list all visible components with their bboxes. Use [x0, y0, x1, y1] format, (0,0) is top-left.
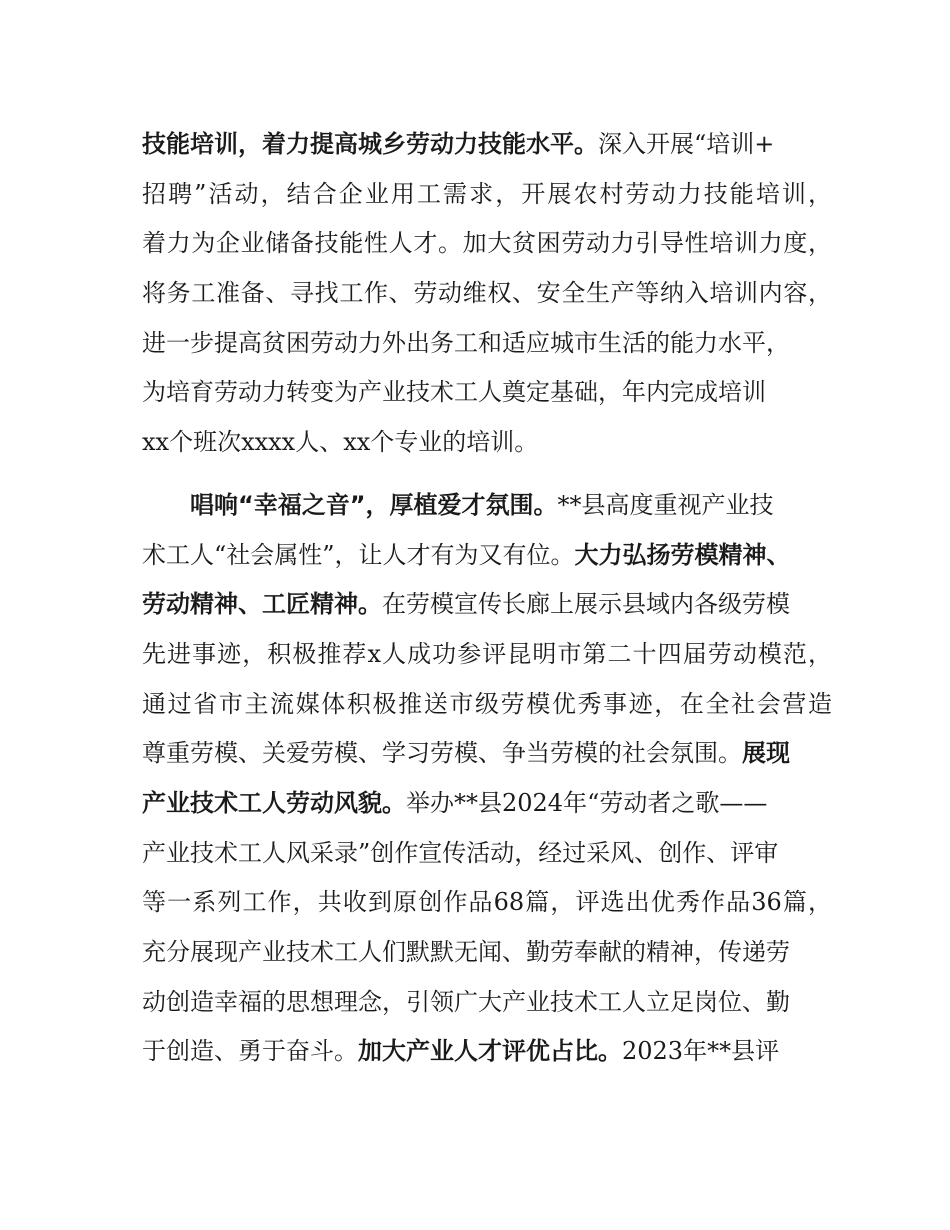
bold-heading-skills: 技能培训，着力提高城乡劳动力技能水平。 — [142, 130, 598, 158]
bold-heading-awards: 加大产业人才评优占比。 — [358, 1037, 622, 1065]
line-text: 深入开展“培训+ — [598, 130, 775, 158]
text-line: 招聘”活动，结合企业用工需求，开展农村劳动力技能培训， — [142, 180, 832, 208]
line-text: 2023年**县评 — [622, 1037, 780, 1065]
bold-heading-happiness: 唱响“幸福之音”，厚植爱才氛围。 — [190, 491, 558, 519]
text-line — [142, 124, 774, 164]
text-line: 将务工准备、寻找工作、劳动维权、安全生产等纳入培训内容， — [142, 279, 832, 307]
text-line — [190, 485, 774, 525]
bold-heading-style: 产业技术工人劳动风貌。 — [142, 789, 406, 817]
bold-heading-craftsman: 劳动精神、工匠精神。 — [142, 590, 382, 618]
text-line: 等一系列工作，共收到原创作品68篇，评选出优秀作品36篇， — [142, 888, 832, 916]
text-line: 着力为企业储备技能性人才。加大贫困劳动力引导性培训力度， — [142, 229, 832, 257]
line-text: 于创造、勇于奋斗。 — [142, 1037, 358, 1065]
bold-heading-showcase: 展现 — [742, 739, 790, 767]
line-text: 在劳模宣传长廊上展示县域内各级劳模 — [382, 590, 790, 618]
text-line: xx个班次xxxx人、xx个专业的培训。 — [142, 428, 539, 456]
bold-heading-spirit: 大力弘扬劳模精神、 — [574, 541, 791, 569]
text-line — [142, 1031, 779, 1071]
text-line — [142, 584, 790, 624]
text-line — [142, 535, 791, 575]
line-text: 术工人“社会属性”，让人才有为又有位。 — [142, 541, 575, 569]
text-line — [142, 783, 767, 823]
text-line: 动创造幸福的思想理念，引领广大产业技术工人立足岗位、勤 — [142, 988, 790, 1016]
line-text: 尊重劳模、关爱劳模、学习劳模、争当劳模的社会氛围。 — [142, 739, 742, 767]
text-line — [142, 733, 790, 773]
text-line: 先进事迹，积极推荐x人成功参评昆明市第二十四届劳动模范， — [142, 640, 832, 668]
text-line: 为培育劳动力转变为产业技术工人奠定基础，年内完成培训 — [142, 378, 766, 406]
text-line: 通过省市主流媒体积极推送市级劳模优秀事迹，在全社会营造 — [142, 690, 832, 718]
text-line: 产业技术工人风采录”创作宣传活动，经过采风、创作、评审 — [142, 839, 779, 867]
line-text: 举办**县2024年“劳动者之歌—— — [406, 789, 768, 817]
text-line: 充分展现产业技术工人们默默无闻、勤劳奉献的精神，传递劳 — [142, 938, 790, 966]
text-line: 进一步提高贫困劳动力外出务工和适应城市生活的能力水平， — [142, 329, 790, 357]
line-text: **县高度重视产业技 — [557, 491, 774, 519]
